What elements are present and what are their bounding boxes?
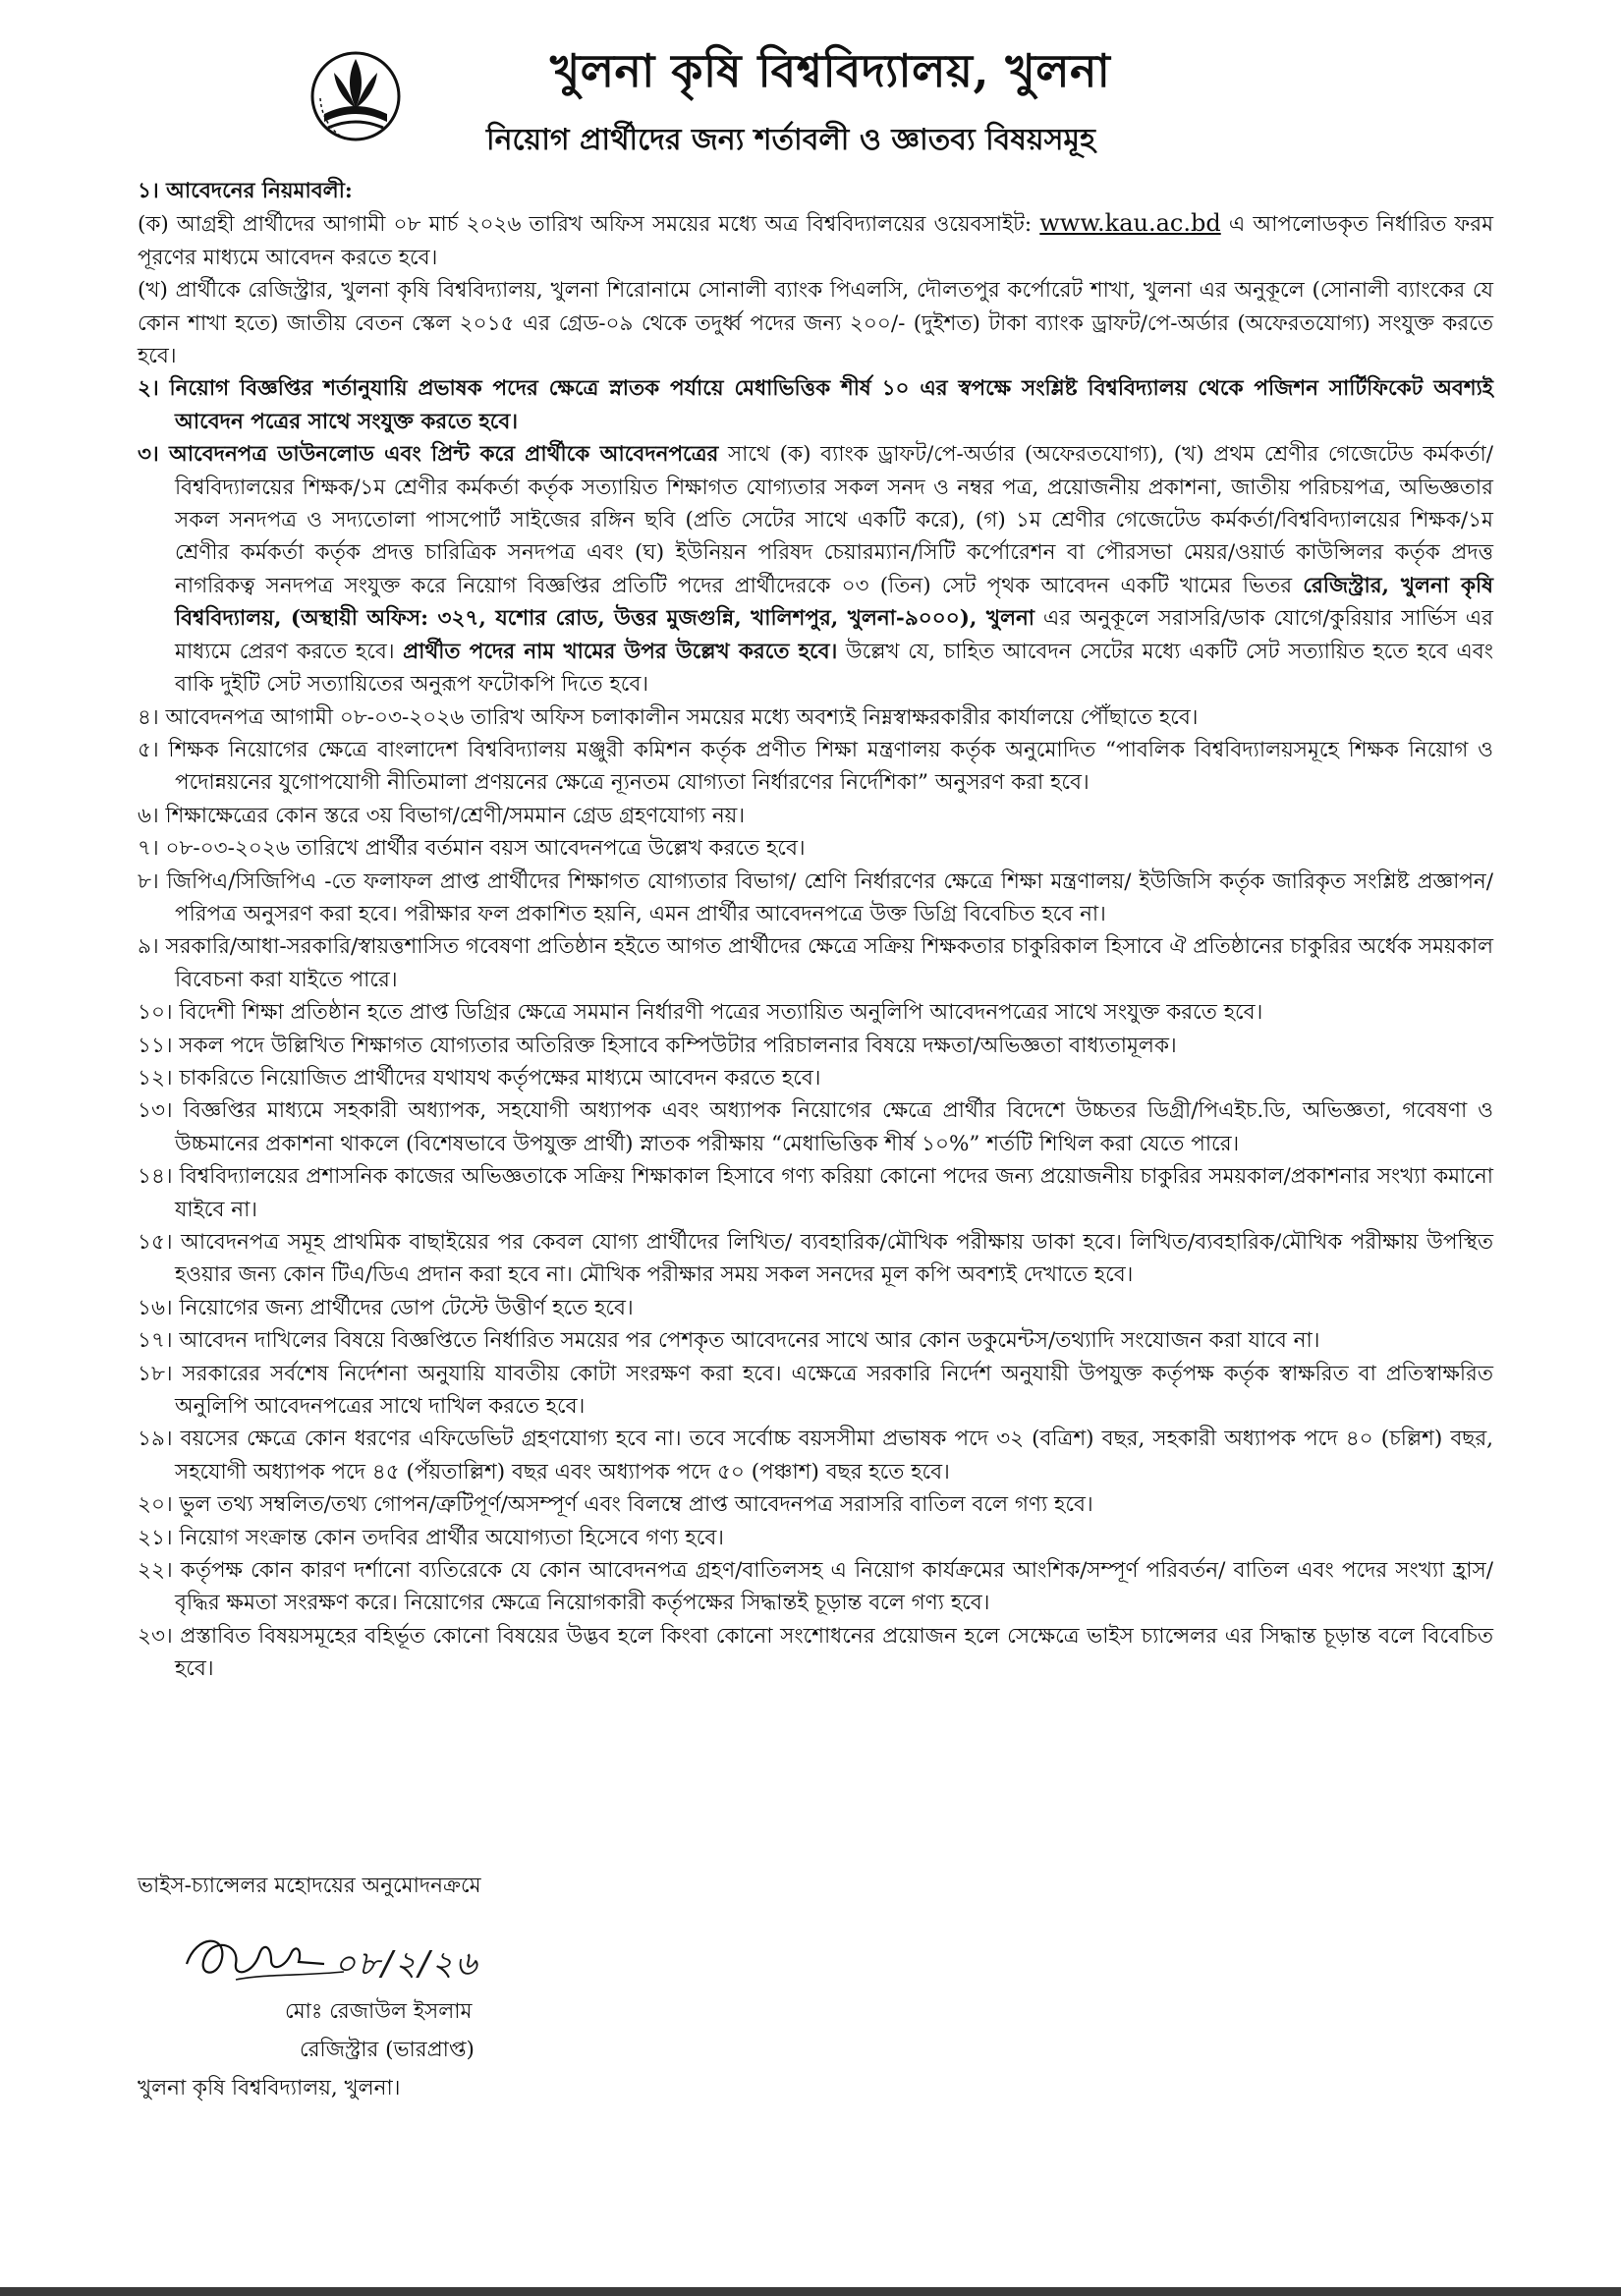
section-3-post-name: প্রার্থীত পদের নাম খামের উপর উল্লেখ করতে হবে।	[403, 639, 838, 664]
list-item: ১২। চাকরিতে নিয়োজিত প্রার্থীদের যথাযথ কর্তৃপক্ষের মাধ্যমে আবেদন করতে হবে।	[138, 1065, 821, 1091]
section-1-kha: (খ) প্রার্থীকে রেজিস্ট্রার, খুলনা কৃষি বিশ্ববিদ্যালয়, খুলনা শিরোনামে সোনালী ব্যাংক পিএলসি, দৌলতপুর কর্পোরেট শাখা, খুলনা এর অনুকূলে (সোনালী ব্যাংকের যে কোন শাখা হতে) জাতীয় বেতন স্কেল ২০১৫ এর গ্রেড-০৯ থেকে তদুর্ধ্ব পদের জন্য ২০০/- (দুইশত) টাকা ব্যাংক ড্রাফট/পে-অর্ডার (অফেরতযোগ্য) সংযুক্ত করতে হবে।	[138, 278, 1493, 369]
list-item: ১৭। আবেদন দাখিলের বিষয়ে বিজ্ঞপ্তিতে নির্ধারিত সময়ের পর পেশকৃত আবেদনের সাথে আর কোন ডকুমেন্টস/তথ্যাদি সংযোজন করা যাবে না।	[138, 1328, 1320, 1354]
conditions-list	[138, 175, 1493, 1686]
signatory-role: রেজিস্ট্রার (ভারপ্রাপ্ত)	[300, 2038, 475, 2062]
list-item: ২০। ভুল তথ্য সম্বলিত/তথ্য গোপন/ত্রুটিপূর্ণ/অসম্পূর্ণ এবং বিলম্বে প্রাপ্ত আবেদনপত্র সরাসরি বাতিল বলে গণ্য হবে।	[138, 1492, 1093, 1518]
list-item: ১৯। বয়সের ক্ষেত্রে কোন ধরণের এফিডেভিট গ্রহণযোগ্য হবে না। তবে সর্বোচ্চ বয়সসীমা প্রভাষক পদে ৩২ (বত্রিশ) বছর, সহকারী অধ্যাপক পদে ৪০ (চল্লিশ) বছর, সহযোগী অধ্যাপক পদে ৪৫ (পঁয়তাল্লিশ) বছর এবং অধ্যাপক পদে ৫০ (পঞ্চাশ) বছর হতে হবে।	[138, 1427, 1493, 1484]
signatory-organization: খুলনা কৃষি বিশ্ববিদ্যালয়, খুলনা।	[138, 2076, 401, 2100]
list-item: ২৩। প্রস্তাবিত বিষয়সমূহের বহির্ভূত কোনো বিষয়ের উদ্ভব হলে কিংবা কোনো সংশোধনের প্রয়োজন হলে সেক্ষেত্রে ভাইস চ্যান্সেলর এর সিদ্ধান্ত চূড়ান্ত বলে বিবেচিত হবে।	[138, 1623, 1493, 1682]
list-item: ৫। শিক্ষক নিয়োগের ক্ষেত্রে বাংলাদেশ বিশ্ববিদ্যালয় মঞ্জুরী কমিশন কর্তৃক প্রণীত শিক্ষা মন্ত্রণালয় কর্তৃক অনুমোদিত “পাবলিক বিশ্ববিদ্যালয়সমূহে শিক্ষক নিয়োগ ও পদোন্নয়নের যুগোপযোগী নীতিমালা প্রণয়নের ক্ষেত্রে ন্যূনতম যোগ্যতা নির্ধারণের নির্দেশিকা” অনুসরণ করা হবে।	[138, 737, 1493, 796]
list-item: ১৮। সরকারের সর্বশেষ নির্দেশনা অনুযায়ি যাবতীয় কোটা সংরক্ষণ করা হবে। এক্ষেত্রে সরকারি নির্দেশ অনুযায়ী উপযুক্ত কর্তৃপক্ষ কর্তৃক স্বাক্ষরিত বা প্রতিস্বাক্ষরিত অনুলিপি আবেদনপত্রের সাথে দাখিল করতে হবে।	[138, 1361, 1493, 1420]
list-item: ৮। জিপিএ/সিজিপিএ -তে ফলাফল প্রাপ্ত প্রার্থীদের শিক্ষাগত যোগ্যতার বিভাগ/ শ্রেণি নির্ধারণের ক্ষেত্রে শিক্ষা মন্ত্রণালয়/ ইউজিসি কর্তৃক জারিকৃত সংশ্লিষ্ট প্রজ্ঞাপন/ পরিপত্র অনুসরণ করা হবে। পরীক্ষার ফল প্রকাশিত হয়নি, এমন প্রার্থীর আবেদনপত্রে উক্ত ডিগ্রি বিবেচিত হবে না।	[138, 868, 1493, 926]
list-item: ২১। নিয়োগ সংক্রান্ত কোন তদবির প্রার্থীর অযোগ্যতা হিসেবে গণ্য হবে।	[138, 1525, 724, 1550]
section-1-ka	[138, 207, 1493, 274]
list-item: ১৩। বিজ্ঞপ্তির মাধ্যমে সহকারী অধ্যাপক, সহযোগী অধ্যাপক এবং অধ্যাপক নিয়োগের ক্ষেত্রে প্রার্থীর বিদেশে উচ্চতর ডিগ্রী/পিএইচ.ডি, অভিজ্ঞতা, গবেষণা ও উচ্চমানের প্রকাশনা থাকলে (বিশেষভাবে উপযুক্ত প্রার্থী) স্নাতক পরীক্ষায় “মেধাভিত্তিক শীর্ষ ১০%” শর্তটি শিথিল করা যেতে পারে।	[138, 1098, 1493, 1156]
section-2: ২। নিয়োগ বিজ্ঞপ্তির শর্তানুযায়ি প্রভাষক পদের ক্ষেত্রে স্নাতক পর্যায়ে মেধাভিত্তিক শীর্ষ ১০ এর স্বপক্ষে সংশ্লিষ্ট বিশ্ববিদ্যালয় থেকে পজিশন সার্টিফিকেট অবশ্যই আবেদন পত্রের সাথে সংযুক্ত করতে হবে।	[138, 376, 1493, 434]
list-item: ১০। বিদেশী শিক্ষা প্রতিষ্ঠান হতে প্রাপ্ত ডিগ্রির ক্ষেত্রে সমমান নির্ধারণী পত্রের সত্যায়িত অনুলিপি আবেদনপত্রের সাথে সংযুক্ত করতে হবে।	[138, 1000, 1263, 1026]
notice-subtitle: নিয়োগ প্রার্থীদের জন্য শর্তাবলী ও জ্ঞাতব্য বিষয়সমূহ	[486, 123, 1095, 157]
section-3	[138, 438, 1493, 700]
list-item: ৭। ০৮-০৩-২০২৬ তারিখে প্রার্থীর বর্তমান বয়স আবেদনপত্রে উল্লেখ করতে হবে।	[138, 836, 806, 862]
section-3-text-3: উল্লেখ যে, চাহিত আবেদন সেটের মধ্যে একটি সেট সত্যায়িত হতে হবে এবং বাকি দুইটি সেট সত্যায়িতের অনুরূপ ফটোকপি দিতে হবে।	[175, 639, 1494, 698]
university-logo-icon	[307, 39, 405, 149]
section-1-heading: ১। আবেদনের নিয়মাবলী:	[138, 179, 353, 203]
list-item: ৪। আবেদনপত্র আগামী ০৮-০৩-২০২৬ তারিখ অফিস চলাকালীন সময়ের মধ্যে অবশ্যই নিম্নস্বাক্ষরকারীর কার্যালয়ে পৌঁছাতে হবে।	[138, 704, 1199, 730]
approval-line: ভাইস-চ্যান্সেলর মহোদয়ের অনুমোদনক্রমে	[138, 1874, 481, 1898]
handwritten-date: ০৮/২/২৬	[334, 1944, 479, 1984]
university-title: খুলনা কৃষি বিশ্ববিদ্যালয়, খুলনা	[550, 44, 1111, 97]
list-item: ১৫। আবেদনপত্র সমূহ প্রাথমিক বাছাইয়ের পর কেবল যোগ্য প্রার্থীদের লিখিত/ ব্যবহারিক/মৌখিক পরীক্ষায় ডাকা হবে। লিখিত/ব্যবহারিক/মৌখিক পরীক্ষায় উপস্থিত হওয়ার জন্য কোন টিএ/ডিএ প্রদান করা হবে না। মৌখিক পরীক্ষার সময় সকল সনদের মূল কপি অবশ্যই দেখাতে হবে।	[138, 1230, 1493, 1288]
list-item: ১৪। বিশ্ববিদ্যালয়ের প্রশাসনিক কাজের অভিজ্ঞতাকে সক্রিয় শিক্ষাকাল হিসাবে গণ্য করিয়া কোনো পদের জন্য প্রয়োজনীয় চাকুরির সময়কাল/প্রকাশনার সংখ্যা কমানো যাইবে না।	[138, 1164, 1493, 1222]
list-item: ২২। কর্তৃপক্ষ কোন কারণ দর্শানো ব্যতিরেকে যে কোন আবেদনপত্র গ্রহণ/বাতিলসহ এ নিয়োগ কার্যক্রমের আংশিক/সম্পূর্ণ পরিবর্তন/ বাতিল এবং পদের সংখ্যা হ্রাস/বৃদ্ধির ক্ষমতা সংরক্ষণ করে। নিয়োগের ক্ষেত্রে নিয়োগকারী কর্তৃপক্ষের সিদ্ধান্তই চূড়ান্ত বলে গণ্য হবে।	[138, 1558, 1493, 1616]
signatory-name: মোঃ রেজাউল ইসলাম	[285, 1999, 473, 2024]
list-item: ৬। শিক্ষাক্ষেত্রের কোন স্তরে ৩য় বিভাগ/শ্রেণী/সমমান গ্রেড গ্রহণযোগ্য নয়।	[138, 803, 746, 828]
scan-bottom-border	[0, 2287, 1621, 2296]
section-1-ka-text-2: এ আপলোডকৃত নির্ধারিত ফরম পূরণের মাধ্যমে আবেদন করতে হবে।	[138, 212, 1494, 270]
list-item: ১১। সকল পদে উল্লিখিত শিক্ষাগত যোগ্যতার অতিরিক্ত হিসাবে কম্পিউটার পরিচালনার বিষয়ে দক্ষতা/অভিজ্ঞতা বাধ্যতামূলক।	[138, 1033, 1177, 1058]
section-3-bold-start: ৩। আবেদনপত্র ডাউনলোড এবং প্রিন্ট করে প্রার্থীকে আবেদনপত্রের	[138, 442, 719, 468]
section-3-text-2: এর অনুকূলে সরাসরি/ডাক যোগে/কুরিয়ার সার্ভিস এর মাধ্যমে প্রেরণ করতে হবে।	[175, 606, 1493, 664]
section-3-text-1: সাথে (ক) ব্যাংক ড্রাফট/পে-অর্ডার (অফেরতযোগ্য), (খ) প্রথম শ্রেণীর গেজেটেড কর্মকর্তা/বিশ্ববিদ্যালয়ের শিক্ষক/১ম শ্রেণীর কর্মকর্তা কর্তৃক সত্যায়িত শিক্ষাগত যোগ্যতার সকল সনদ ও নম্বর পত্র, প্রয়োজনীয় প্রকাশনা, জাতীয় পরিচয়পত্র, অভিজ্ঞতার সকল সনদপত্র ও সদ্যতোলা পাসপোর্ট সাইজের রঙ্গিন ছবি (প্রতি সেটের সাথে একটি করে), (গ) ১ম শ্রেণীর গেজেটেড কর্মকর্তা/বিশ্ববিদ্যালয়ের শিক্ষক/১ম শ্রেণীর কর্মকর্তা কর্তৃক প্রদত্ত চারিত্রিক সনদপত্র এবং (ঘ) ইউনিয়ন পরিষদ চেয়ারম্যান/সিটি কর্পোরেশন বা পৌরসভা মেয়র/ওয়ার্ড কাউন্সিলর কর্তৃক প্রদত্ত নাগরিকত্ব সনদপত্র সংযুক্ত করে নিয়োগ বিজ্ঞপ্তির প্রতিটি পদের প্রার্থীদেরকে ০৩ (তিন) সেট পৃথক আবেদন একটি খামের ভিতর	[175, 442, 1493, 598]
website-link[interactable]: www.kau.ac.bd	[1039, 209, 1221, 238]
section-1-ka-text: (ক) আগ্রহী প্রার্থীদের আগামী ০৮ মার্চ ২০২৬ তারিখ অফিস সময়ের মধ্যে অত্র বিশ্ববিদ্যালয়ের ওয়েবসাইট:	[138, 212, 1033, 238]
list-item: ৯। সরকারি/আধা-সরকারি/স্বায়ত্তশাসিত গবেষণা প্রতিষ্ঠান হইতে আগত প্রার্থীদের ক্ষেত্রে সক্রিয় শিক্ষকতার চাকুরিকাল হিসাবে ঐ প্রতিষ্ঠানের চাকুরির অর্ধেক সময়কাল বিবেচনা করা যাইতে পারে।	[138, 934, 1493, 992]
section-3-address: রেজিস্ট্রার, খুলনা কৃষি বিশ্ববিদ্যালয়, (অস্থায়ী অফিস: ৩২৭, যশোর রোড, উত্তর মুজগুন্নি, খালিশপুর, খুলনা-৯০০০), খুলনা	[175, 573, 1493, 632]
list-item: ১৬। নিয়োগের জন্য প্রার্থীদের ডোপ টেস্টে উত্তীর্ণ হতে হবে।	[138, 1295, 634, 1320]
